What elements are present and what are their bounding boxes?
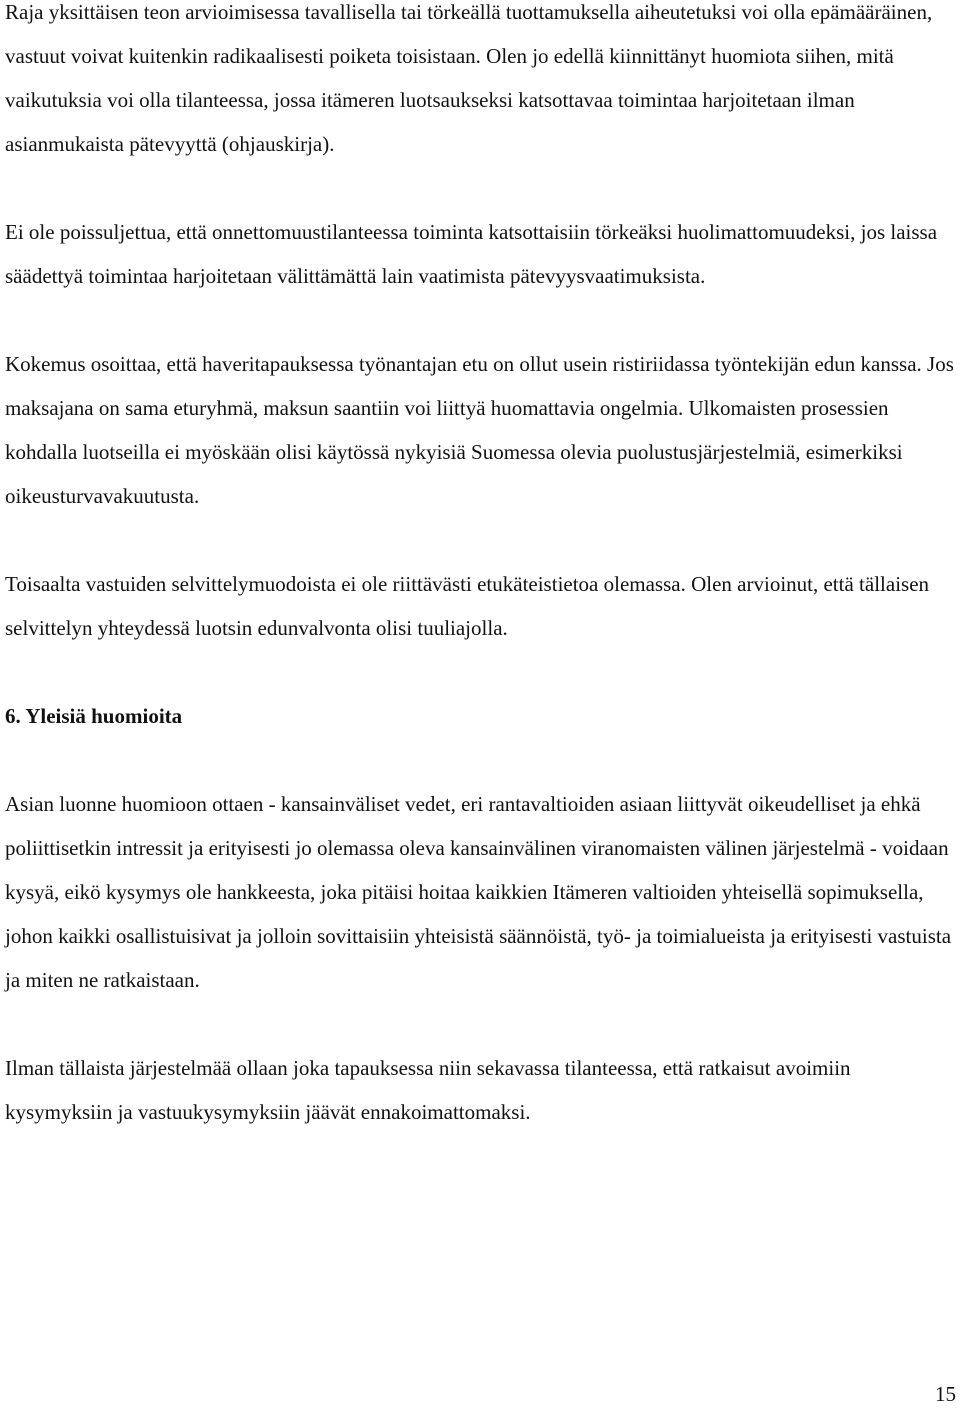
paragraph-gap <box>5 1002 955 1046</box>
paragraph-2: Ei ole poissuljettua, että onnettomuustilanteessa toiminta katsottaisiin törkeäksi huolimattomuudeksi, jos laissa säädettyä toimintaa harjoitetaan välittämättä lain vaatimista pätevyysvaatimuksista. <box>5 220 938 288</box>
paragraph-6: Ilman tällaista järjestelmää ollaan joka tapauksessa niin sekavassa tilanteessa, että ratkaisut avoimiin kysymyksiin ja vastuukysymyksiin jäävät ennakoimattomaksi. <box>5 1056 851 1124</box>
paragraph-gap <box>5 650 955 694</box>
paragraph-gap <box>5 166 955 210</box>
paragraph-3: Kokemus osoittaa, että haveritapauksessa työnantajan etu on ollut usein ristiriidassa työntekijän edun kanssa. Jos maksajana on sama eturyhmä, maksun saantiin voi liittyä huomattavia ongelmia. Ulkomaisten prosessien kohdalla luotseilla ei myöskään olisi käytössä nykyisiä Suomessa olevia puolustusjärjestelmiä, esimerkiksi oikeusturvavakuutusta. <box>5 352 954 508</box>
page-number: 15 <box>935 1382 956 1406</box>
section-heading: 6. Yleisiä huomioita <box>5 704 183 728</box>
paragraph-4: Toisaalta vastuiden selvittelymuodoista ei ole riittävästi etukäteistietoa olemassa. Olen arvioinut, että tällaisen selvittelyn yhteydessä luotsin edunvalvonta olisi tuuliajolla. <box>5 572 930 640</box>
paragraph-gap <box>5 298 955 342</box>
paragraph-gap <box>5 738 955 782</box>
paragraph-1: Raja yksittäisen teon arvioimisessa tavallisella tai törkeällä tuottamuksella aiheutetuksi voi olla epämääräinen, vastuut voivat kuitenkin radikaalisesti poiketa toisistaan. Olen jo edellä kiinnittänyt huomiota siihen, mitä vaikutuksia voi olla tilanteessa, jossa itämeren luotsaukseksi katsottavaa toimintaa harjoitetaan ilman asianmukaista pätevyyttä (ohjauskirja). <box>5 0 933 156</box>
paragraph-gap <box>5 518 955 562</box>
document-page <box>5 0 955 1134</box>
paragraph-5: Asian luonne huomioon ottaen - kansainväliset vedet, eri rantavaltioiden asiaan liittyvät oikeudelliset ja ehkä poliittisetkin intressit ja erityisesti jo olemassa oleva kansainvälinen viranomaisten välinen järjestelmä - voidaan kysyä, eikö kysymys ole hankkeesta, joka pitäisi hoitaa kaikkien Itämeren valtioiden yhteisellä sopimuksella, johon kaikki osallistuisivat ja jolloin sovittaisiin yhteisistä säännöistä, työ- ja toimialueista ja erityisesti vastuista ja miten ne ratkaistaan. <box>5 792 952 992</box>
